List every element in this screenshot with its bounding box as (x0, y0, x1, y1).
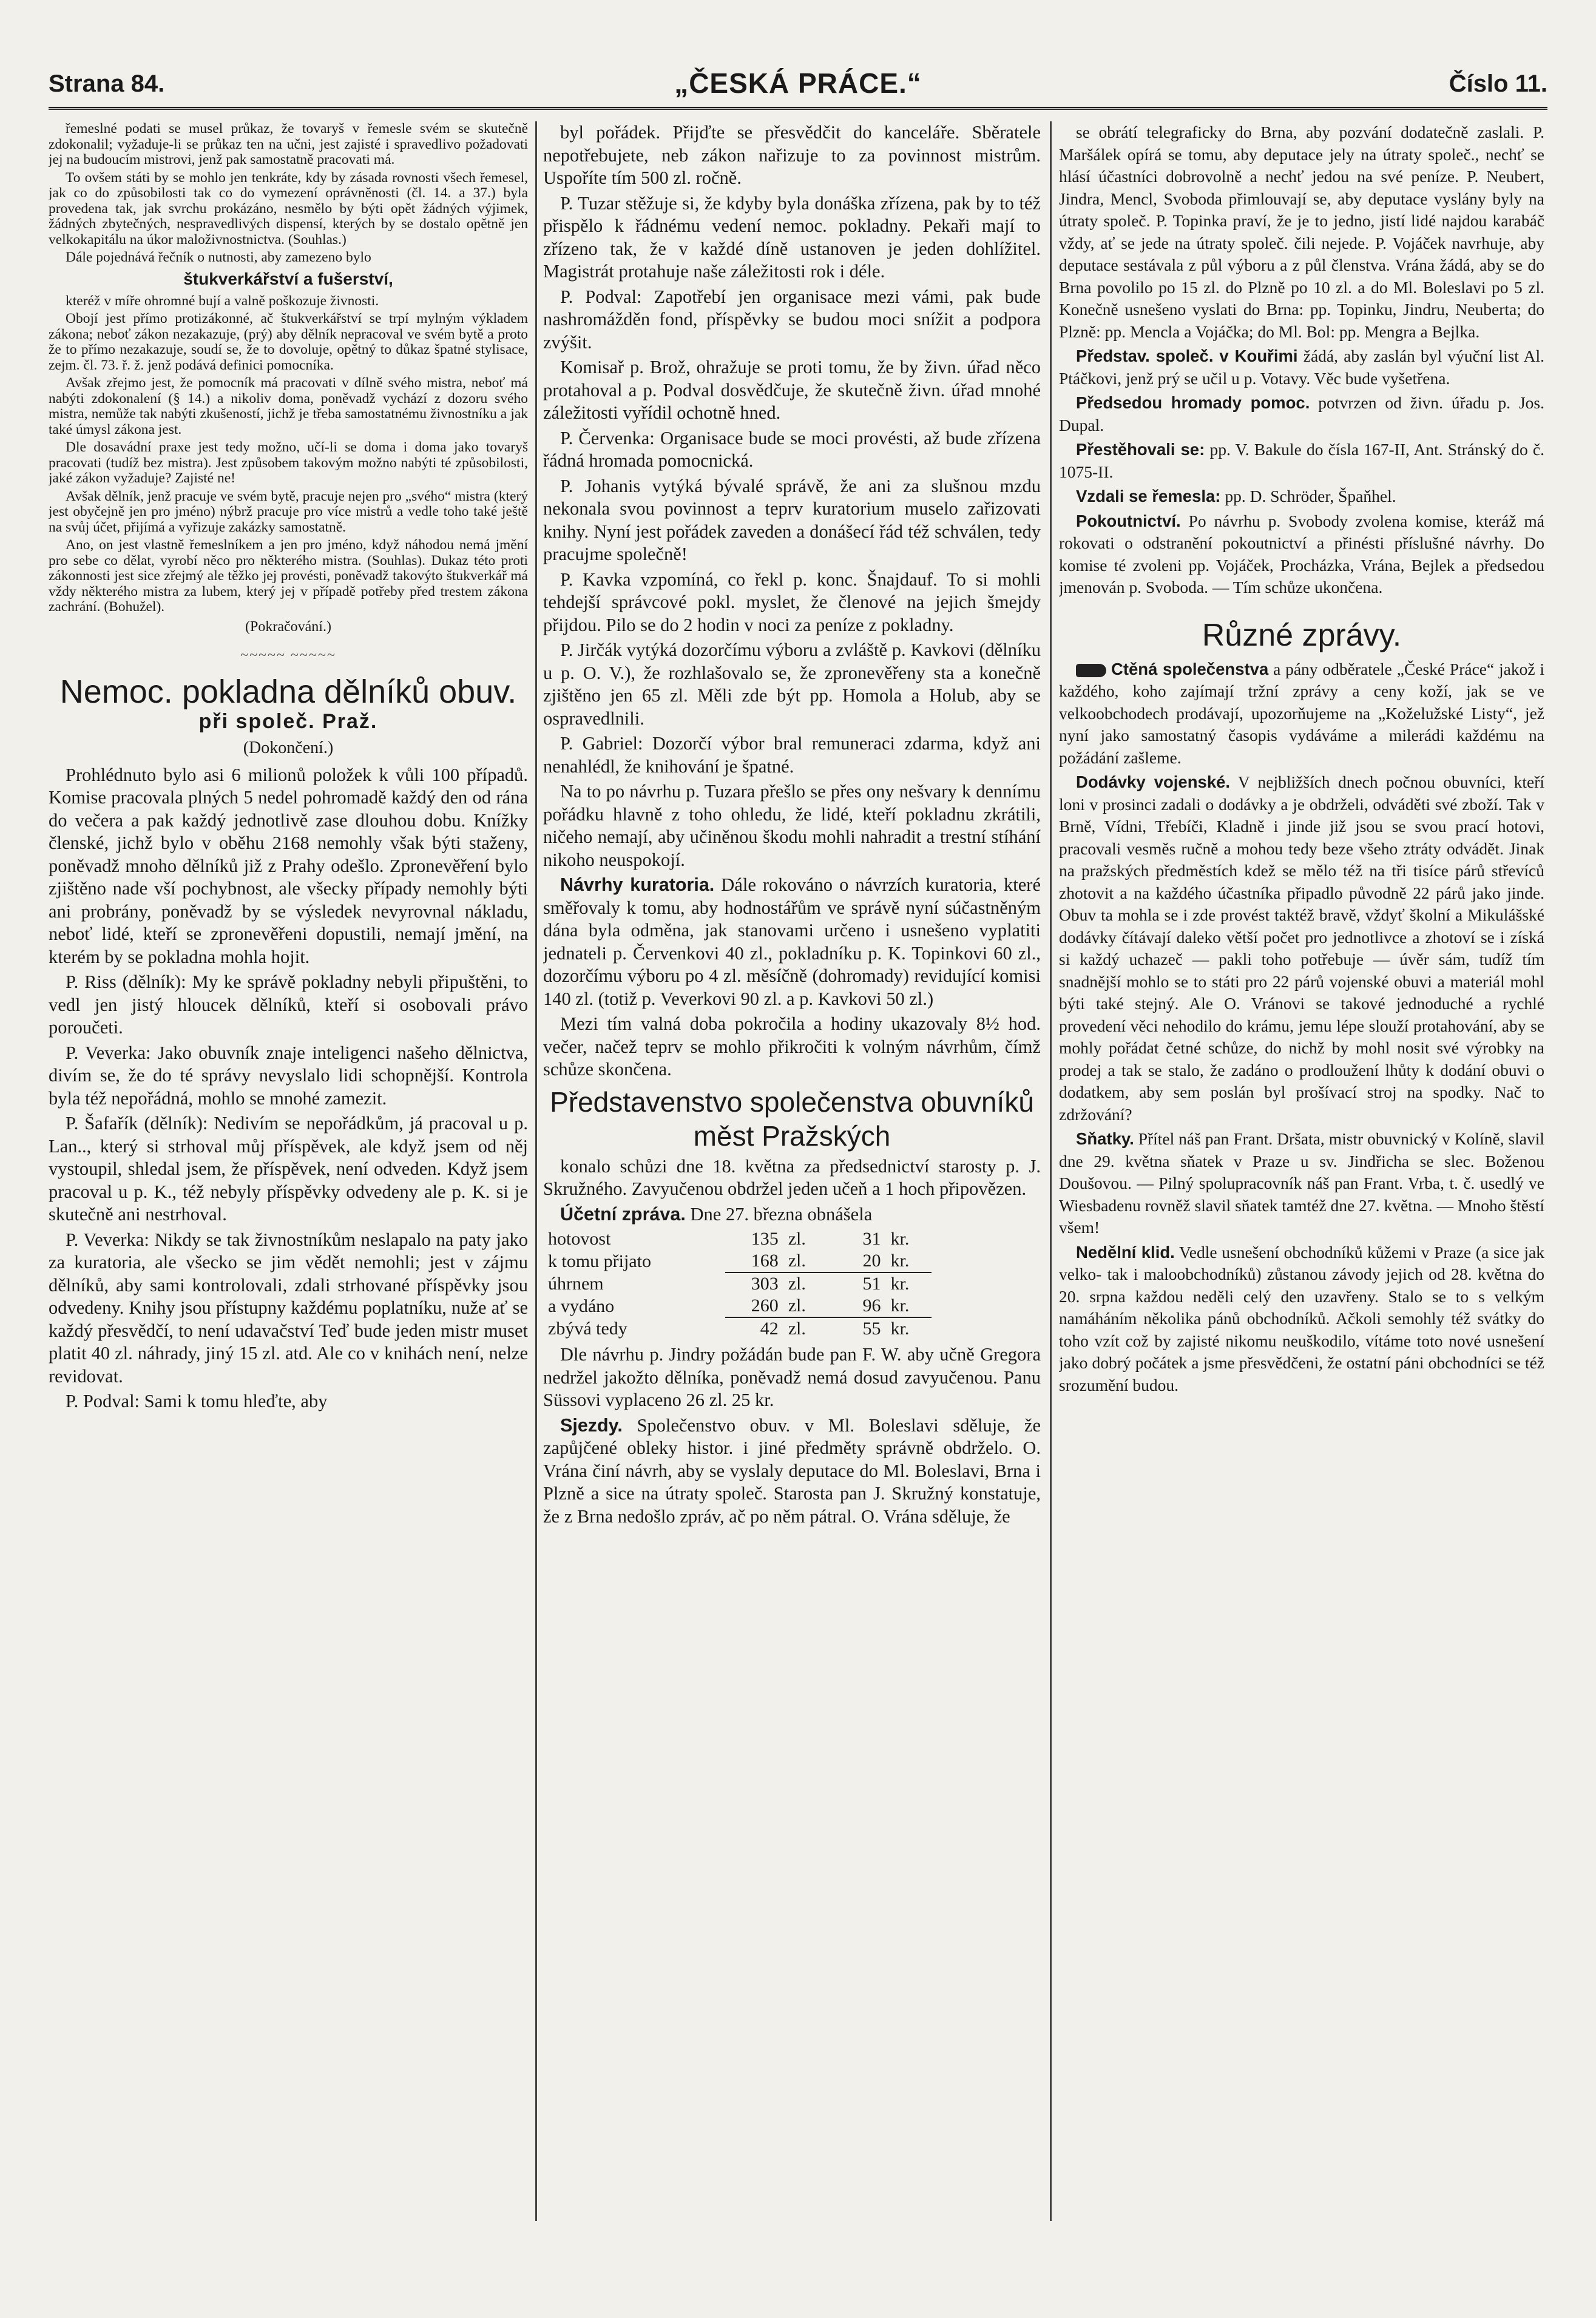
paragraph: Obojí jest přímo protizákonné, ač štukverkářství se trpí mylným výkladem zákona; neboť zákon nezakazuje, (prý) aby dělník nepracoval ve svém bytě a proto že to přímo nezakazuje, soudí se, že to dovoluje, opětný to důkaz špatné stylisace, zejm. čl. 73. ř. ž. jenž podává definici pomocníka. (49, 311, 528, 373)
paragraph: Avšak dělník, jenž pracuje ve svém bytě, pracuje nejen pro „svého“ mistra (který jest obyčejně jen pro jméno) nýbrž pracuje pro více mistrů a vedle toho také ještě na svůj účet, přijímá a vyřizuje zakázky samostatně. (49, 488, 528, 535)
amount-zl: 135 (751, 1229, 779, 1249)
paragraph: se obrátí telegraficky do Brna, aby pozvání dodatečně zaslali. P. Maršálek opírá se tomu, aby deputace jely na útraty společ., nechť se hlásí účastníci dobrovolně a nechť jedou na své peníze. P. Neubert, Jindra, Mencl, Svoboda přimlouvají se, aby deputace vyslány byly na útraty společ. P. Topinka praví, že je to jedno, jistí lidé najdou karabáč vždy, ať se jede na útraty společ. čili nejede. P. Vojáček navrhuje, aby deputace sestávala z půl výboru a z půl členstva. Vrána žádá, aby se do Brna povolilo po 15 zl. do Plzně po 10 zl. a do Ml. Boleslavi po 5 zl. Konečně usnešeno vyslati do Brna: pp. Topinku, Jindru, Neuberta; do Plzně: pp. Mencla a Vojáčka; do Ml. Bol: pp. Mengra a Bejlka. (1059, 123, 1544, 341)
amount-zl: 42 (725, 1317, 783, 1340)
amount-zl: 303 (725, 1272, 783, 1295)
paragraph: Komisař p. Brož, ohražuje se proti tomu, že by živn. úřad něco protahoval a p. Podval dosvědčuje, že skutečně živn. úřad mnohé záležitosti vyřídil ochotně hned. (543, 357, 1041, 423)
paragraph: byl pořádek. Přijďte se přesvědčit do kanceláře. Sběratele nepotřebujete, neb zákon nařizuje to za povinnost mistrům. Uspoříte tím 500 zl. ročně. (543, 122, 1041, 188)
paragraph-predsedou (1059, 392, 1544, 436)
paragraph: Dle návrhu p. Jindry požádán bude pan F. W. aby učně Gregora nedržel jakožto dělníka, poněvadž nemá dosud zavyučenou. Panu Süssovi vyplaceno 26 zl. 25 kr. (543, 1344, 1041, 1410)
row-label: a vydáno (548, 1296, 615, 1316)
paragraph-pokoutnictvi (1059, 510, 1544, 599)
paragraph: kteréž v míře ohromné bují a valně poškozuje živnosti. (66, 292, 379, 309)
run-in-heading: Ctěná společenstva (1111, 659, 1269, 678)
run-in-heading: Vzdali se řemesla: (1076, 487, 1221, 505)
row-label: úhrnem (548, 1273, 604, 1294)
unit-kr: kr. (890, 1229, 910, 1249)
paragraph-ucetni (543, 1203, 1041, 1226)
paragraph: P. Kavka vzpomíná, co řekl p. konc. Šnajdauf. To si mohli tehdejší správcové pokl. myslet, že členové na jejich šmejdy přijdou. Pilo se do 2 hodin v noci za peníze z pokladny. (543, 569, 1041, 635)
paragraph-text: Společenstvo obuv. v Ml. Boleslavi sděluje, že zapůjčené obleky histor. i jiné předměty správně obdrželo. O. Vrána činí návrh, aby se vyslaly deputace do Ml. Boleslavi, Brna i Plzně a sice na útraty společ. Starosta pan J. Skružný konstatuje, že z Brna nedošlo zpráv, ač po něm pátral. O. Vrána sděluje, že (543, 1414, 1041, 1527)
column-3 (1059, 121, 1544, 2227)
accounting-table (543, 1228, 932, 1340)
paragraph-prestehovali (1059, 439, 1544, 483)
paragraph-sjezdy (543, 1414, 1041, 1529)
article-remeslne (49, 121, 528, 635)
amount-kr: 20 (862, 1251, 881, 1271)
amount-kr: 31 (862, 1229, 881, 1249)
amount-zl: 168 (751, 1251, 779, 1271)
run-in-heading: Dodávky vojenské. (1076, 772, 1231, 791)
unit-zl: zl. (783, 1317, 828, 1340)
amount-zl: 260 (751, 1296, 779, 1316)
paragraph: Dále pojednává řečník o nutnosti, aby zamezeno bylo (66, 249, 371, 265)
row-label: zbývá tedy (548, 1318, 627, 1339)
amount-kr: 55 (827, 1317, 885, 1340)
table-row (543, 1272, 932, 1295)
unit-zl: zl. (788, 1251, 806, 1271)
run-in-heading: Sňatky. (1076, 1129, 1134, 1148)
paragraph: P. Gabriel: Dozorčí výbor bral remuneraci zdarma, když ani nenahlédl, že knihování je špatné. (543, 733, 1041, 777)
paragraph-ctena (1059, 658, 1544, 769)
paragraph: Dle dosavádní praxe jest tedy možno, učí-li se doma i doma jako tovaryš pracovati (tudíž bez mistra). Jest způsobem takovým možno nabýti té způsobilosti, jaké zákon vyžaduje? Zajisté ne! (49, 439, 528, 486)
paragraph: Prohlédnuto bylo asi 6 milionů položek k vůli 100 případů. Komise pracovala plných 5 nedel pohromadě každý den od rána do večera a pak každý jednotlivě zase dlouhou dobu. Knížky členské, jichž bylo v oběhu 2168 nemohly však býti staženy, poněvadž mnoho dělníků již z Prahy odešlo. Zpronevěření bylo zjištěno nade vší pochybnost, ale všecky případy nemohly býti ani probrány, poněvadž by se výsledek nevyrovnal nákladu, neboť lidé, kteří se zpronevěřeni dopustili, nemají jmění, na kterém by se pokladna mohla hojit. (49, 764, 528, 967)
article-subtitle: při společ. Praž. (198, 709, 378, 733)
paragraph: Mezi tím valná doba pokročila a hodiny ukazovaly 8½ hod. večer, načež teprv se mohlo přikročiti k volným návrhům, čímž schůze skončena. (543, 1013, 1041, 1080)
table-row (543, 1250, 932, 1272)
column-1 (49, 121, 528, 2227)
paragraph-text: Dále rokováno o návrzích kuratoria, které směřovaly k tomu, aby hodnostářům ve správě nyní súčastněným dána byla odměna, jak stanovami určeno i usnešeno vyplatiti jednateli p. Červenkovi 40 zl., pokladníku p. K. Topinkovi 60 zl., dozorčímu výboru po 4 zl. měsíčně (dohromady) revidující komisi 140 zl. (totiž p. Veverkovi 90 zl. a p. Kavkovi 50 zl.) (543, 874, 1041, 1009)
run-in-heading: Předsedou hromady pomoc. (1076, 393, 1310, 412)
column-divider-1 (535, 121, 537, 2221)
run-in-heading: Přestěhovali se: (1076, 440, 1205, 459)
paragraph: řemeslné podati se musel průkaz, že tovaryš v řemesle svém se skutečně zdokonalil; vyžaduje-li se průkaz ten na učni, jest zajisté i spravedlivo požadovati jej na budoucím mistrovi, jenž pak samostatně pracovati má. (49, 121, 528, 167)
unit-zl: zl. (783, 1272, 828, 1295)
paragraph-text: Dne 27. března obnášela (690, 1203, 873, 1225)
run-in-heading: Sjezdy. (560, 1414, 623, 1436)
paragraph: P. Červenka: Organisace bude se moci provésti, až bude zřízena řádná hromada pomocnická. (543, 427, 1041, 471)
paragraph: To ovšem státi by se mohlo jen tenkráte, kdy by zásada rovnosti všech řemesel, jak co do způsobilosti tak co do vymezení oprávněnosti (čl. 14. a 37.) byla provedena tak, jak svrchu prokázáno, nesmělo by býti opět žádných výjimek, žádných zbytečných, nespravedlivých dispensí, kterých by se dostalo opětně jen velkokapitálu na úkor maloživnostnictva. (Souhlas.) (49, 169, 528, 248)
page-header (49, 66, 1547, 104)
paragraph-text: pp. D. Schröder, Špaňhel. (1225, 487, 1396, 505)
paragraph-text: Vedle usnešení obchodníků kůžemi v Praze (a sice jak velko- tak i maloobchodníků) zůstanou závody jejich od 28. května do 20. srpna každou neděli celý den uzavřeny. Stalo se to s velkým namáháním několika pánů obchodníků. Ačkoli semohly též svátky do toho vzít což by zajisté nikomu neuškodilo, vítáme toto nové usnešení jako dobrý počátek a jsme přesvědčeni, že ostatní páni obchodníci se též srozumění budou. (1059, 1242, 1544, 1394)
unit-kr: kr. (885, 1272, 932, 1295)
paragraph: P. Podval: Zapotřebí jen organisace mezi vámi, pak bude nashromážděn fond, příspěvky se budou moci snížit a podpora zvýšit. (543, 286, 1041, 353)
paragraph: Na to po návrhu p. Tuzara přešlo se přes ony nešvary k dennímu pořádku hlavně z toho ohledu, že lidé, kteří pokladnu zkrátili, ničeho nemají, aby učiněnou škodu mohli nahradit a trestní stíhání nikoho neuspokojí. (543, 781, 1041, 870)
unit-zl: zl. (788, 1296, 806, 1316)
table-row (543, 1295, 932, 1317)
pointing-hand-icon (1076, 664, 1106, 677)
paragraph-text: a pány odběratele „České Práce“ jakož i každého, koho zajímají tržní zprávy a ceny koží, jak se ve velkoobchodech prodávají, upozorňujeme na „Koželužské Listy“, jež nyní jako samostatný časopis vydáváme a milerádi každému na požádání zašleme. (1059, 659, 1544, 767)
continued-note: (Pokračování.) (245, 618, 331, 635)
paragraph-text: potvrzen od živn. úřadu p. Jos. Dupal. (1059, 393, 1544, 434)
paragraph-text: V nejbližších dnech počnou obuvníci, kteří loni v prosinci zadali o dodávky a je obdrželi, odváděti své zboží. Tak v Brně, Vídni, Třebíči, Kladně i jinde již jsou se svou prací hotovi, pracovali vesměs ručně a mohou tedy beze všeho ztráty odvádět. Jinak na pražských předměstích kdež se mělo též na tři tisíce párů střevíců zhotovit a na každého účastníka připadlo původně 22 párů jako jinde. Obuv ta mohla se i zde provést taktéž bravě, vždyť školní a Mikulášské dodávky čítávají daleko větší počet pro jednotlivce a zhotoví se i získá si každý uchazeč — pakli toho potřebuje — úvěr sám, tudíž tím snadnější mohlo se to státi pro 22 párů vojenské obuvi a materiál mohl býti také stejný. Ale O. Vránovi se takové jednoduché a rychlé provedení věci nehodilo do krámu, jemu lépe slouží protahování, aby se mohly pořádat četné schůze, do nichž by mohl nosit své výrobky na prodej a tak se stalo, že zadáno o prodloužení lhůty k dodání obuvi o dodatkem, aby sem poslán byl prošívací stroj na spodky. Nač to zdržování? (1059, 772, 1544, 1124)
paragraph: P. Veverka: Jako obuvník znaje inteligenci našeho dělnictva, divím se, že do té správy nevyslalo lidi schopnější. Kontrola byla též nepořádná, mohlo se mnohé zamezit. (49, 1042, 528, 1109)
run-in-heading: Nedělní klid. (1076, 1242, 1175, 1262)
paragraph: konalo schůzi dne 18. května za předsednictví starosty p. J. Skružného. Zavyučenou obdržel jeden učeň a 1 hoch připovězen. (543, 1155, 1041, 1199)
table-row (543, 1228, 932, 1250)
section-heading-stukverkarstvi: štukverkářství a fušerství, (183, 269, 393, 288)
paragraph-vzdali (1059, 485, 1544, 508)
section-title-ruzne-zpravy: Různé zprávy. (1202, 617, 1402, 653)
unit-kr: kr. (890, 1251, 910, 1271)
newspaper-title: „ČESKÁ PRÁCE.“ (674, 67, 922, 99)
paragraph: P. Jirčák vytýká dozorčímu výboru a zvláště p. Kavkovi (dělníku u p. O. V.), že rozhlašovalo se, že zpronevěřeny sta a konečně zjištěno jen 65 zl. Měli zde být pp. Homola a Holub, aby se ospravedlnili. (543, 640, 1041, 729)
paragraph: P. Johanis vytýká bývalé správě, že ani za slušnou mzdu nekonala svou povinnost a teprv kuratorium muselo zařizovati knihy. Nyní jest pořádek zaveden a donášecí řád též schválen, tedy pracujme společně! (543, 475, 1041, 564)
paragraph-navrhy (543, 874, 1041, 1010)
issue-number: Číslo 11. (1449, 70, 1547, 97)
paragraph-snatky (1059, 1128, 1544, 1239)
paragraph-dodavky (1059, 771, 1544, 1126)
paragraph-nedelni-klid (1059, 1242, 1544, 1397)
article-title-nemoc-pokladna: Nemoc. pokladna dělníků obuv. (59, 673, 517, 710)
paragraph: P. Šafařík (dělník): Nedivím se nepořádkům, já pracoval u p. Lan.., který si strhoval můj příspěvek, ale když jsem od něj vystoupil, shledal jsem, že příspěvek, není odveden. Když jsem pracoval u p. K., též nebyly příspěvky odvedeny ale p. K. si je skutečně ani nestrhoval. (49, 1113, 528, 1225)
paragraph: P. Riss (dělník): My ke správě pokladny nebyli připuštěni, to vedl jen jistý hloucek dělníků, kteří si osobovali právo poroučeti. (49, 971, 528, 1038)
paragraph: Avšak zřejmo jest, že pomocník má pracovati v dílně svého mistra, neboť má nabýti zdokonalení (§ 14.) a nikoliv doma, poněvadž vychází z dozoru svého mistra, nemůže tak nabýti zkušeností, jichž je třeba samostatnému živnostníku a jak také úmysl zákona jest. (49, 375, 528, 438)
column-2 (543, 121, 1041, 2227)
article-body-nemoc (49, 764, 528, 1413)
row-label: hotovost (548, 1229, 611, 1249)
run-in-heading: Účetní zpráva. (560, 1203, 686, 1225)
paragraph-text: pp. V. Bakule do čísla 167-II, Ant. Stránský do č. 1075-II. (1059, 440, 1544, 481)
paragraph: Ano, on jest vlastně řemeslníkem a jen pro jméno, když náhodou nemá jmění pro sebe co dělat, vyrobí něco pro některého mistra. (Souhlas). Dukaz této proti zákonnosti jest sice zřejmý ale těžko jej provésti, poněvadž takovýto štukverkář má vždy některého mistra za lubem, který jej v případě potřeby před trestem zákona zachrání. (Bohužel). (49, 537, 528, 615)
conclusion-note: (Dokončení.) (243, 738, 334, 757)
run-in-heading: Představ. společ. v Kouřimi (1076, 346, 1298, 365)
run-in-heading: Návrhy kuratoria. (560, 874, 715, 895)
paragraph: P. Tuzar stěžuje si, že kdyby byla donáška zřízena, pak by to též přispělo k řádnému vedení nemoc. pokladny. Pekaři mají to zřízeno tak, že v každé díně ustanoven je jeden dohlížitel. Magistrát protahuje naše záležitosti rok i déle. (543, 192, 1041, 282)
table-row (543, 1317, 932, 1340)
section-divider-ornament: ~~~~~ ~~~~~ (240, 647, 336, 663)
header-rule (49, 107, 1547, 110)
page-number-label: Strana 84. (49, 70, 165, 97)
amount-kr: 96 (862, 1296, 881, 1316)
paragraph-text: Přítel náš pan Frant. Dršata, mistr obuvnický v Kolíně, slavil dne 29. května sňatek v Praze u sv. Jindřicha se slec. Boženou Doušovou. — Pilný spolupracovník náš pan Frant. Vrba, t. č. usedlý ve Wiesbadenu rovněž slavil sňatek tamtéž dne 27. května. — Mnoho štěstí všem! (1059, 1129, 1544, 1237)
article-title-predstavenstvo: Představenstvo společenstva obuvníků měst Pražských (550, 1086, 1034, 1152)
column-divider-2 (1050, 121, 1052, 2221)
paragraph-text: žádá, aby zaslán byl výuční list Al. Ptáčkovi, jenž prý se učil u p. Votavy. Věc bude vyšetřena. (1059, 346, 1544, 388)
unit-kr: kr. (890, 1296, 910, 1316)
unit-kr: kr. (885, 1317, 932, 1340)
paragraph: P. Veverka: Nikdy se tak živnostníkům neslapalo na paty jako za kuratoria, ale všecko se jim vědět nemohli; jest v zájmu dělníků, aby sami kontrolovali, zdali strhované příspěvky jsou odvedeny. Knihy jsou přístupny každému poplatníku, nuže ať se každý přesvědčí, to není udavačství Teď bude jeden mistr muset platit 40 zl. náhrady, jiný 15 zl. atd. Ale co v knihách není, nelze revidovat. (49, 1229, 528, 1387)
unit-zl: zl. (788, 1229, 806, 1249)
row-label: k tomu přijato (548, 1251, 651, 1271)
paragraph: P. Podval: Sami k tomu hleďte, aby (66, 1391, 328, 1411)
paragraph-text: Po návrhu p. Svobody zvolena komise, kteráž má rokovati o odstranění pokoutnictví a přinésti příslušné návrhy. Do komise té zvoleni pp. Vojáček, Procházka, Vrána, Bejlek a předsedou jmenován p. Svoboda. — Tím schůze ukončena. (1059, 511, 1544, 596)
run-in-heading: Pokoutnictví. (1076, 511, 1181, 530)
paragraph-kourim (1059, 345, 1544, 390)
amount-kr: 51 (827, 1272, 885, 1295)
